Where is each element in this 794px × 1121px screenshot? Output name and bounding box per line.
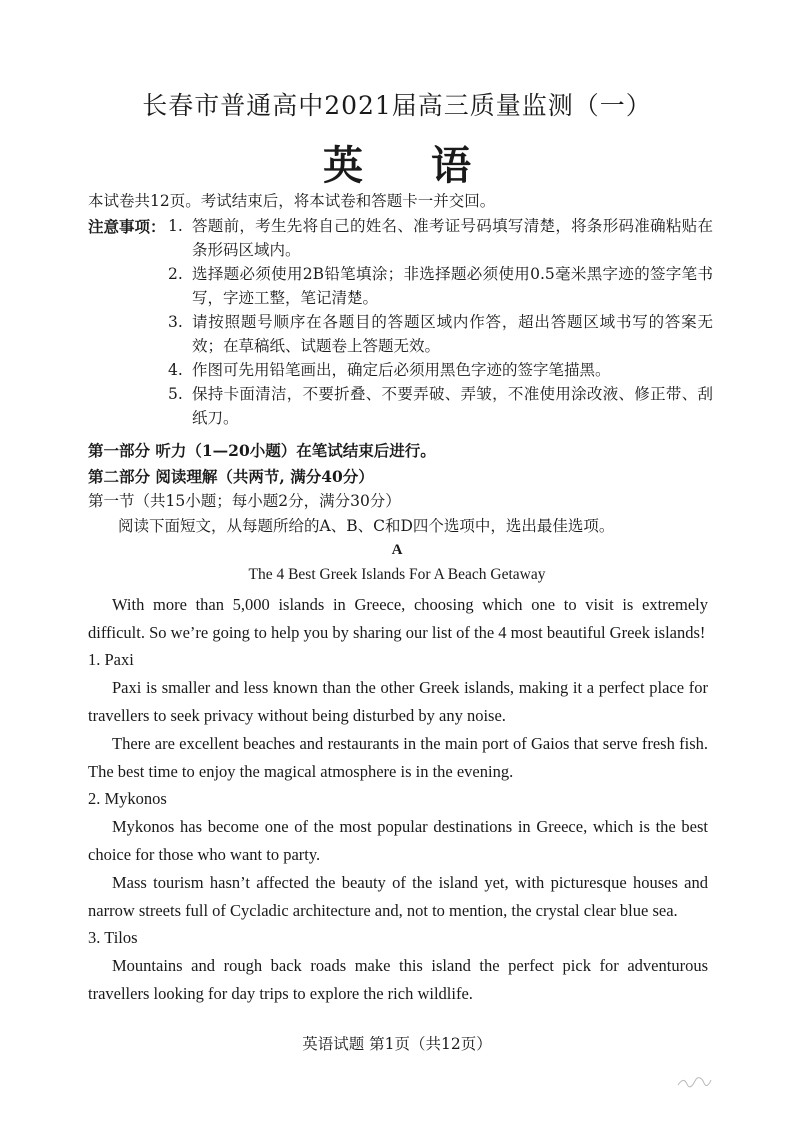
item-paragraph: Mykonos has become one of the most popular destinations in Greece, which is the best choice for those who want to party. xyxy=(88,817,708,864)
item-paragraph: Paxi is smaller and less known than the other Greek islands, making it a perfect place for travellers to seek privacy without being disturbed by any noise. xyxy=(88,678,708,725)
note-number: 5. xyxy=(168,385,183,403)
note-number: 2. xyxy=(168,265,183,283)
page-footer: 英语试题 第1页（共12页） xyxy=(302,1035,492,1053)
item-heading: 2. Mykonos xyxy=(88,789,167,808)
notes-list xyxy=(168,214,713,430)
scribble-mark-icon xyxy=(676,1075,712,1089)
item-paragraph: Mountains and rough back roads make this island the perfect pick for adventurous travellers looking for day trips to explore the rich wildlife. xyxy=(88,956,708,1003)
passage-label: A xyxy=(391,542,403,558)
note-text: 作图可先用铅笔画出，确定后必须用黑色字迹的签字笔描黑。 xyxy=(192,361,611,379)
part-two-heading: 第二部分 阅读理解（共两节, 满分40分） xyxy=(88,467,374,486)
passage-title: The 4 Best Greek Islands For A Beach Getaway xyxy=(248,566,546,583)
note-number: 3. xyxy=(168,313,183,331)
note-number: 4. xyxy=(168,361,183,379)
note-item xyxy=(168,214,713,262)
note-text: 请按照题号顺序在各题目的答题区域内作答，超出答题区域书写的答案无效；在草稿纸、试题卷上答题无效。 xyxy=(192,313,713,355)
passage-intro: With more than 5,000 islands in Greece, choosing which one to visit is extremely difficult. So we’re going to help you by sharing our list of the 4 most beautiful Greek islands! xyxy=(88,595,708,642)
section-one-heading: 第一节（共15小题；每小题2分，满分30分） xyxy=(88,492,401,510)
note-item xyxy=(168,382,713,430)
note-number: 1. xyxy=(168,217,183,235)
note-item xyxy=(168,262,713,310)
item-paragraph: There are excellent beaches and restaurants in the main port of Gaios that serve fresh fish. The best time to enjoy the magical atmosphere is in the evening. xyxy=(88,734,708,781)
item-paragraph: Mass tourism hasn’t affected the beauty of the island yet, with picturesque houses and narrow streets full of Cycladic architecture and, not to mention, the crystal clear blue sea. xyxy=(88,873,708,920)
subject-title xyxy=(0,134,794,191)
part-one-heading: 第一部分 听力（1—20小题）在笔试结束后进行。 xyxy=(88,441,436,460)
note-text: 选择题必须使用2B铅笔填涂；非选择题必须使用0.5毫米黑字迹的签字笔书写，字迹工整，笔记清楚。 xyxy=(192,265,713,307)
subject-char: 语 xyxy=(431,142,471,189)
note-item xyxy=(168,310,713,358)
note-text: 保持卡面清洁，不要折叠、不要弄破、弄皱，不准使用涂改液、修正带、刮纸刀。 xyxy=(192,385,713,427)
exam-title: 长春市普通高中2021届高三质量监测（一） xyxy=(142,91,652,120)
item-heading: 3. Tilos xyxy=(88,928,138,947)
reading-instruction: 阅读下面短文，从每题所给的A、B、C和D四个选项中，选出最佳选项。 xyxy=(118,517,615,535)
item-heading: 1. Paxi xyxy=(88,650,134,669)
note-item xyxy=(168,358,713,382)
notes-label: 注意事项： xyxy=(88,217,166,236)
exam-info: 本试卷共12页。考试结束后，将本试卷和答题卡一并交回。 xyxy=(88,192,496,210)
note-text: 答题前，考生先将自己的姓名、准考证号码填写清楚，将条形码准确粘贴在条形码区域内。 xyxy=(192,217,713,259)
subject-char: 英 xyxy=(323,142,363,189)
